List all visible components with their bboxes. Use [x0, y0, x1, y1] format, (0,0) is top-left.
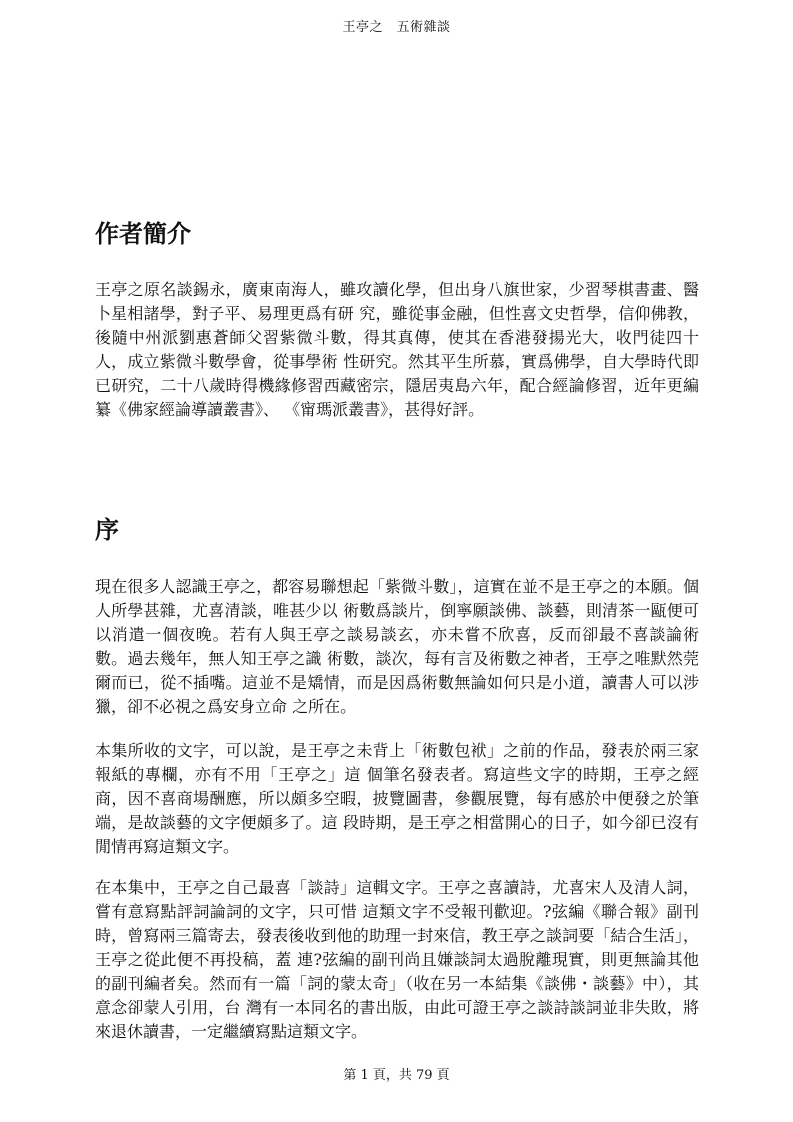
- preface-paragraph-1: 現在很多人認識王亭之，都容易聯想起「紫微斗數」，這實在並不是王亭之的本願。個人所學甚雜，尤喜清談，唯甚少以 術數爲談片，倒寧願談佛、談藝，則清茶一甌便可以消遣一個夜晚。若有人與王亭之談易談玄，亦未嘗不欣喜，反而卻最不喜談論術數。過去幾年，無人知王亭之識 術數，談次，每有言及術數之神者，王亭之唯默然莞爾而已，從不插嘴。這並不是矯情，而是因爲術數無論如何只是小道，讀書人可以涉獵，卻不必視之爲安身立命 之所在。: [95, 577, 699, 716]
- preface-paragraph-3: 在本集中，王亭之自己最喜「談詩」這輯文字。王亭之喜讀詩，尤喜宋人及清人詞，嘗有意寫點評詞論詞的文字，只可惜 這類文字不受報刊歡迎。?弦編《聯合報》副刊時，曾寫兩三篇寄去，發表後收到他的助理一封來信，教王亭之談詞要「結合生活」，王亭之從此便不再投稿，蓋 連?弦編的副刊尚且嫌談詞太過脫離現實，則更無論其他的副刊編者矣。然而有一篇「詞的蒙太奇」（收在另一本結集《談佛・談藝》中），其意念卻蒙人引用，台 灣有一本同名的書出版，由此可證王亭之談詩談詞並非失敗，將來退休讀書，一定繼續寫點這類文字。: [95, 878, 699, 1041]
- preface-paragraph-2: 本集所收的文字，可以說，是王亭之未背上「術數包袱」之前的作品，發表於兩三家報紙的專欄，亦有不用「王亭之」這 個筆名發表者。寫這些文字的時期，王亭之經商，因不喜商場酬應，所以頗多空暇，披覽圖書，參觀展覽，每有感於中便發之於筆端，是故談藝的文字便頗多了。這 段時期，是王亭之相當開心的日子，如今卻已沒有閒情再寫這類文字。: [95, 741, 699, 856]
- author-intro-heading: 作者簡介: [95, 220, 191, 248]
- page-number-footer: 第 1 頁，共 79 頁: [343, 1068, 450, 1083]
- author-intro-paragraph: 王亭之原名談錫永，廣東南海人，雖攻讀化學，但出身八旗世家，少習琴棋書畫、醫卜星相諸學，對子平、易理更爲有研 究，雖從事金融，但性喜文史哲學，信仰佛教，後隨中州派劉惠蒼師父習紫微斗數，得其真傳，使其在香港發揚光大，收門徒四十人，成立紫微斗數學會，從事學術 性研究。然其平生所慕，實爲佛學，自大學時代即已研究，二十八歲時得機緣修習西藏密宗，隱居夷島六年，配合經論修習，近年更編纂《佛家經論導讀叢書》、 《甯瑪派叢書》，甚得好評。: [95, 280, 699, 419]
- preface-heading: 序: [95, 516, 119, 544]
- running-header: 王亭之 五術雜談: [342, 20, 451, 35]
